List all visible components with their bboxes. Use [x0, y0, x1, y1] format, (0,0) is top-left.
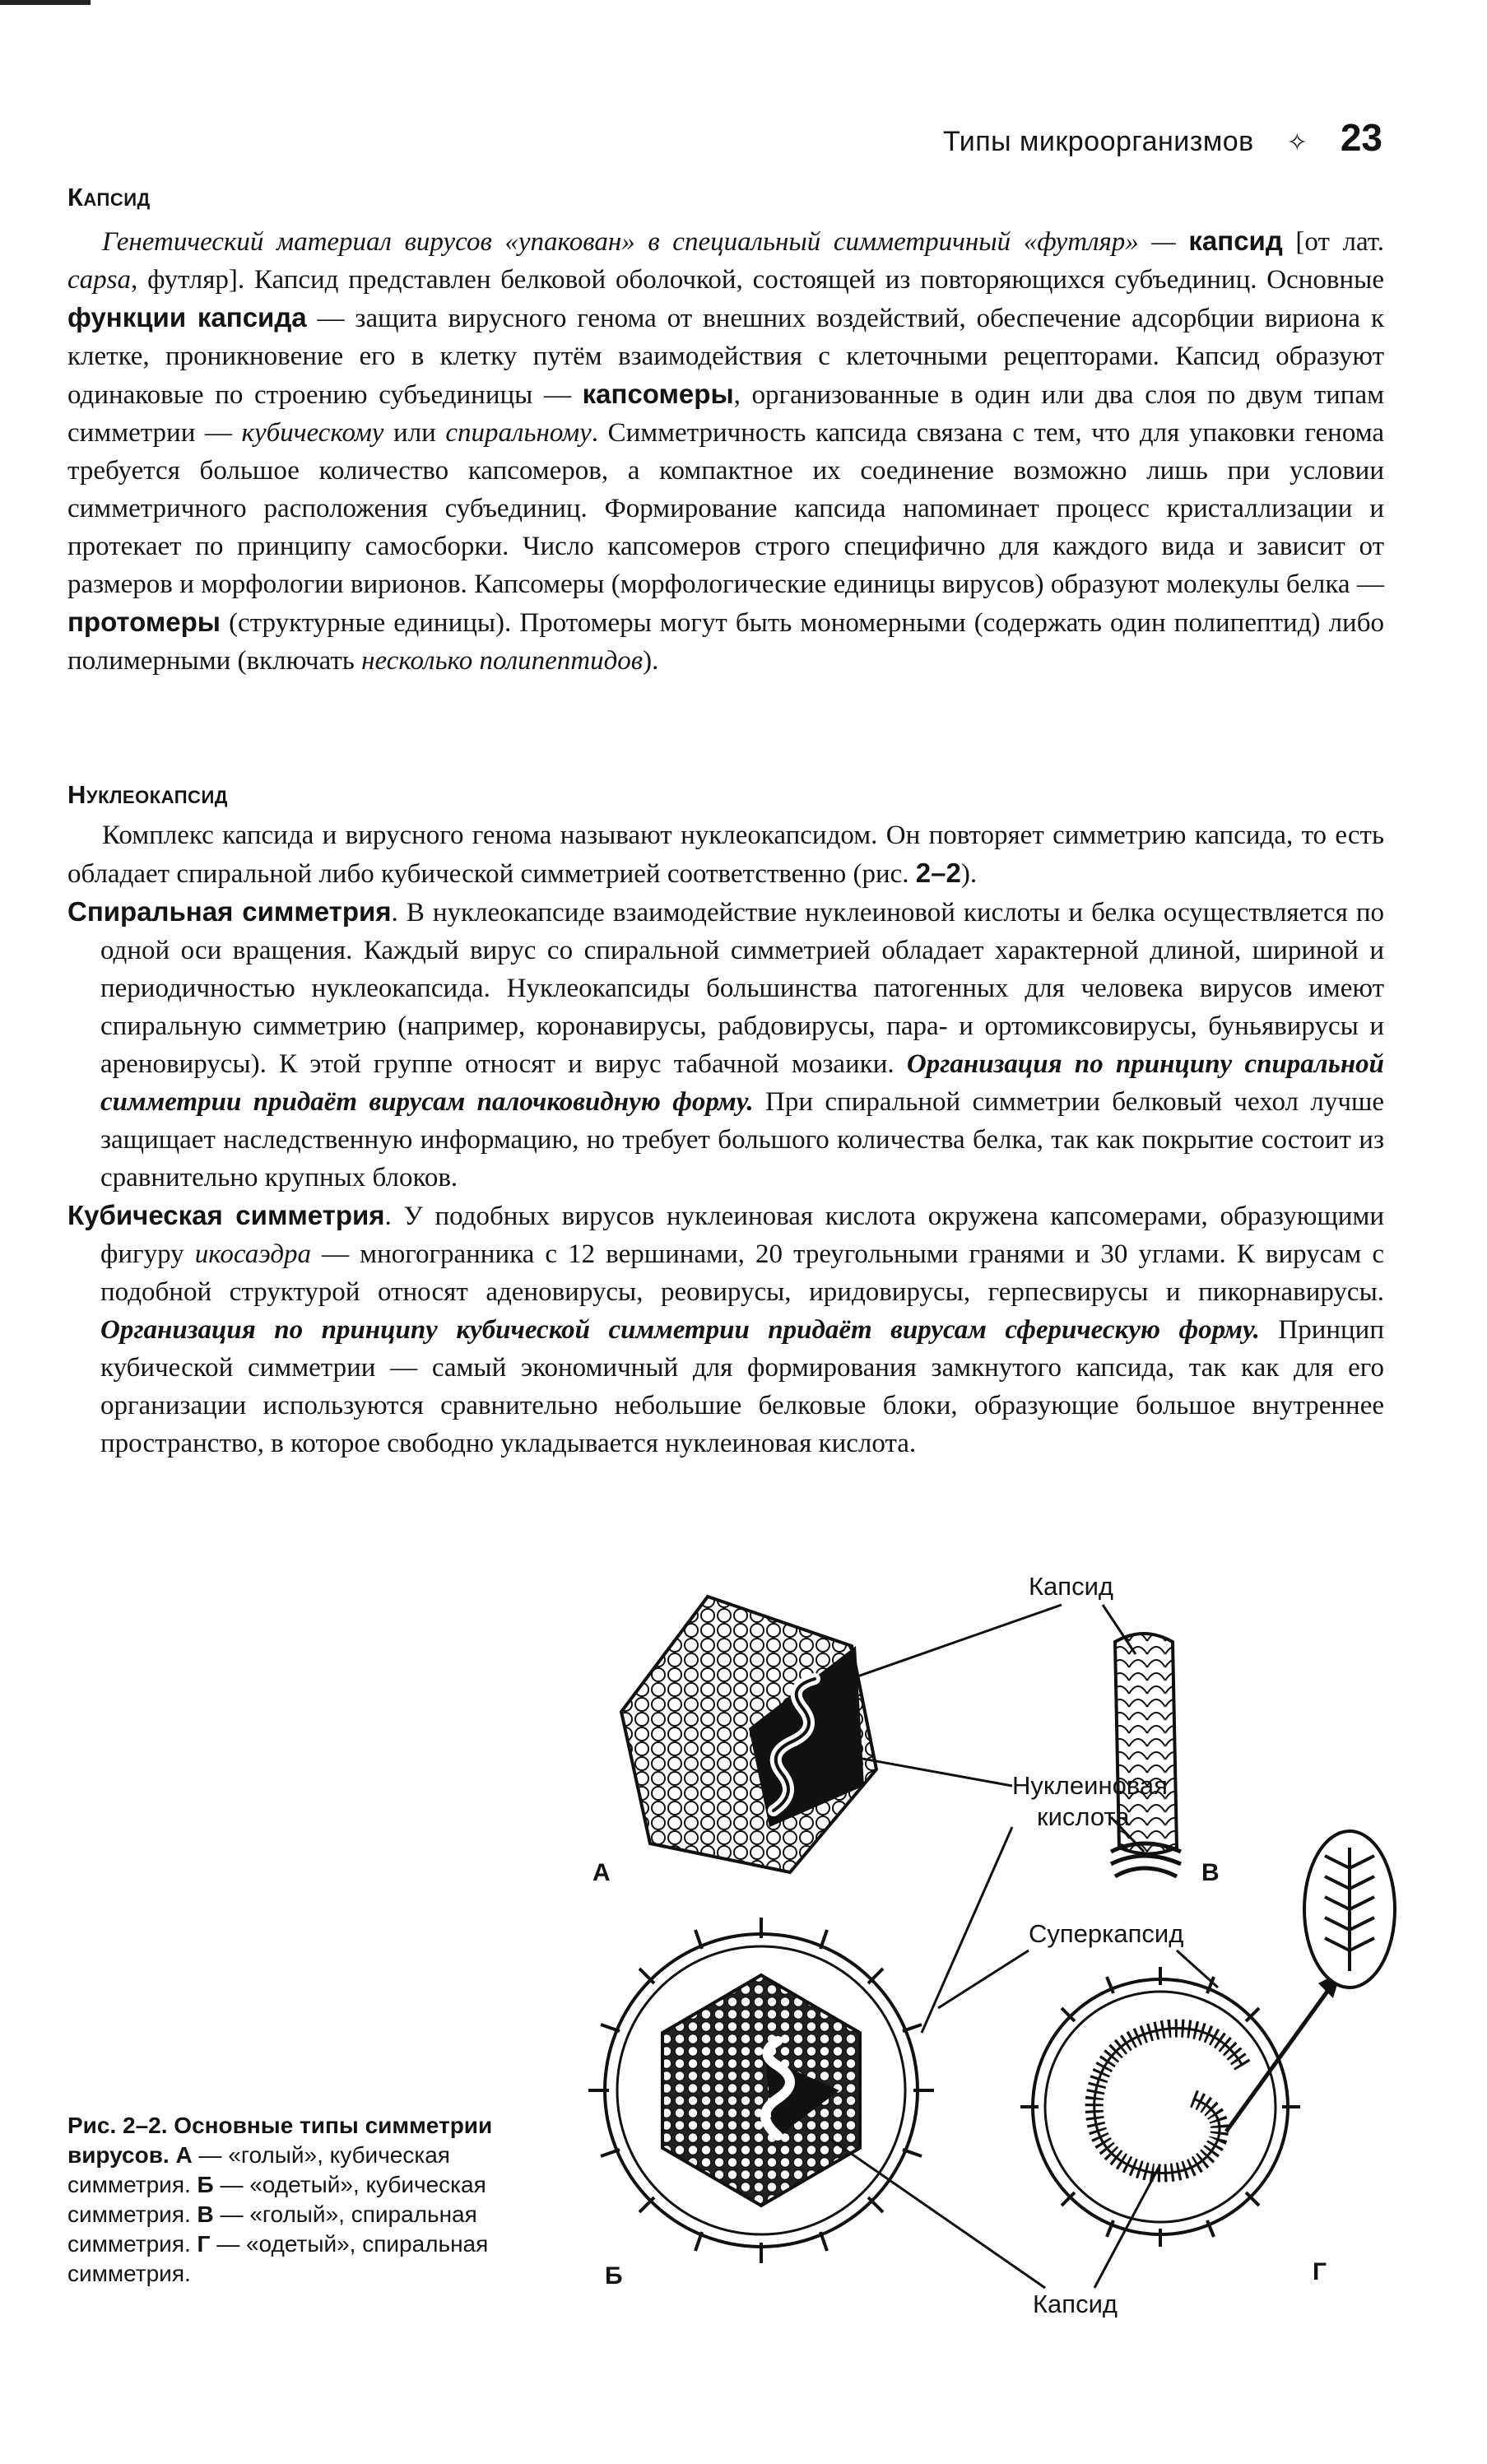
- cubic-symmetry-paragraph: Кубическая симметрия. У подобных вирусов нуклеиновая кислота окружена капсомерами, образующими фигуру икосаэдра — многогранника с 12 вершинами, 20 треугольными гранями и 30 углами. К вирусам с подобной структурой относят аденовирусы, реовирусы, иридовирусы, герпесвирусы и пикорнавирусы. Организация по принципу кубической симметрии придаёт вирусам сферическую форму. Принцип кубической симметрии — самый экономичный для формирования замкнутого капсида, так как для его организации используются сравнительно небольшие белковые блоки, образующие большое внутреннее пространство, в которое свободно укладывается нуклеиновая кислота.: [67, 1200, 1384, 1458]
- nucleocapsid-paragraph-block: [67, 816, 1384, 1462]
- virus-symmetry-diagram: [568, 1564, 1424, 2321]
- figure-letter-g: Г: [1313, 2258, 1327, 2285]
- figure-caption: Рис. 2–2. Основные типы симметрии вирусов. А — «голый», кубическая симметрия. Б — «одетый», кубическая симметрия. В — «голый», спиральная симметрия. Г — «одетый», спиральная симметрия.: [67, 2113, 493, 2286]
- capsid-paragraph-block: [67, 222, 1384, 680]
- virus-v-naked-helical: [1111, 1634, 1220, 1886]
- scan-corner-mark: [0, 0, 91, 5]
- capsid-top-leader-lines: [827, 1605, 1136, 1687]
- ornament-icon: ✧: [1286, 129, 1308, 156]
- nucleocapsid-intro-paragraph: Комплекс капсида и вирусного генома называют нуклеокапсидом. Он повторяет симметрию капсида, то есть обладает спиральной либо кубической симметрией соответственно (рис. 2–2).: [67, 821, 1384, 889]
- virus-a-naked-cubic: [592, 1597, 876, 1886]
- figure-letter-b: Б: [605, 2262, 623, 2290]
- page-number: 23: [1340, 116, 1382, 159]
- label-nucleic-acid-line2: кислота: [1037, 1802, 1130, 1831]
- section-heading-nucleocapsid: Нуклеокапсид: [67, 780, 228, 809]
- label-capsid-bottom: Капсид: [1033, 2290, 1118, 2318]
- virus-b-enveloped-cubic: [588, 1918, 934, 2290]
- running-head-title: Типы микроорганизмов: [942, 126, 1254, 157]
- section-heading-capsid: Капсид: [67, 183, 151, 212]
- label-capsid-top: Капсид: [1029, 1572, 1113, 1601]
- virus-symmetry-figure: [568, 1564, 1424, 2321]
- label-supercapsid: Суперкапсид: [1029, 1919, 1184, 1948]
- figure-letter-v: В: [1201, 1859, 1220, 1886]
- label-nucleic-acid-line1: Нуклеиновая: [1012, 1771, 1168, 1800]
- helical-symmetry-paragraph: Спиральная симметрия. В нуклеокапсиде взаимодействие нуклеиновой кислоты и белка осуществляется по одной оси вращения. Каждый вирус со спиральной симметрией обладает характерной длиной, шириной и периодичностью нуклеокапсида. Нуклеокапсиды большинства патогенных для человека вирусов имеют спиральную симметрию (например, коронавирусы, рабдовирусы, пара- и ортомиксовирусы, буньявирусы и ареновирусы). К этой группе относят и вирус табачной мозаики. Организация по принципу спиральной симметрии придаёт вирусам палочковидную форму. При спиральной симметрии белковый чехол лучше защищает наследственную информацию, но требует большого количества белка, так как покрытие состоит из сравнительно крупных блоков.: [67, 896, 1385, 1192]
- figure-letter-a: А: [592, 1859, 611, 1886]
- capsid-paragraph: Генетический материал вирусов «упакован» в специальный симметричный «футляр» — капсид [от лат. capsa, футляр]. Капсид представлен белковой оболочкой, состоящей из повторяющихся субъединиц. Основные функции капсида — защита вирусного генома от внешних воздействий, обеспечение адсорбции вириона к клетке, проникновение его в клетку путём взаимодействия с клеточными рецепторами. Капсид образуют одинаковые по строению субъединицы — капсомеры, организованные в один или два слоя по двум типам симметрии — кубическому или спиральному. Симметричность капсида связана с тем, что для упаковки генома требуется большое количество капсомеров, а компактное их соединение возможно лишь при условии симметричного расположения субъединиц. Формирование капсида напоминает процесс кристаллизации и протекает по принципу самосборки. Число капсомеров строго специфично для каждого вида и зависит от размеров и морфологии вирионов. Капсомеры (морфологические единицы вирусов) образуют молекулы белка — протомеры (структурные единицы). Протомеры могут быть мономерными (содержать один полипептид) либо полимерными (включать несколько полипептидов).: [67, 225, 1384, 676]
- virus-g-enveloped-helical: [1020, 1831, 1395, 2285]
- running-head: [823, 115, 1382, 165]
